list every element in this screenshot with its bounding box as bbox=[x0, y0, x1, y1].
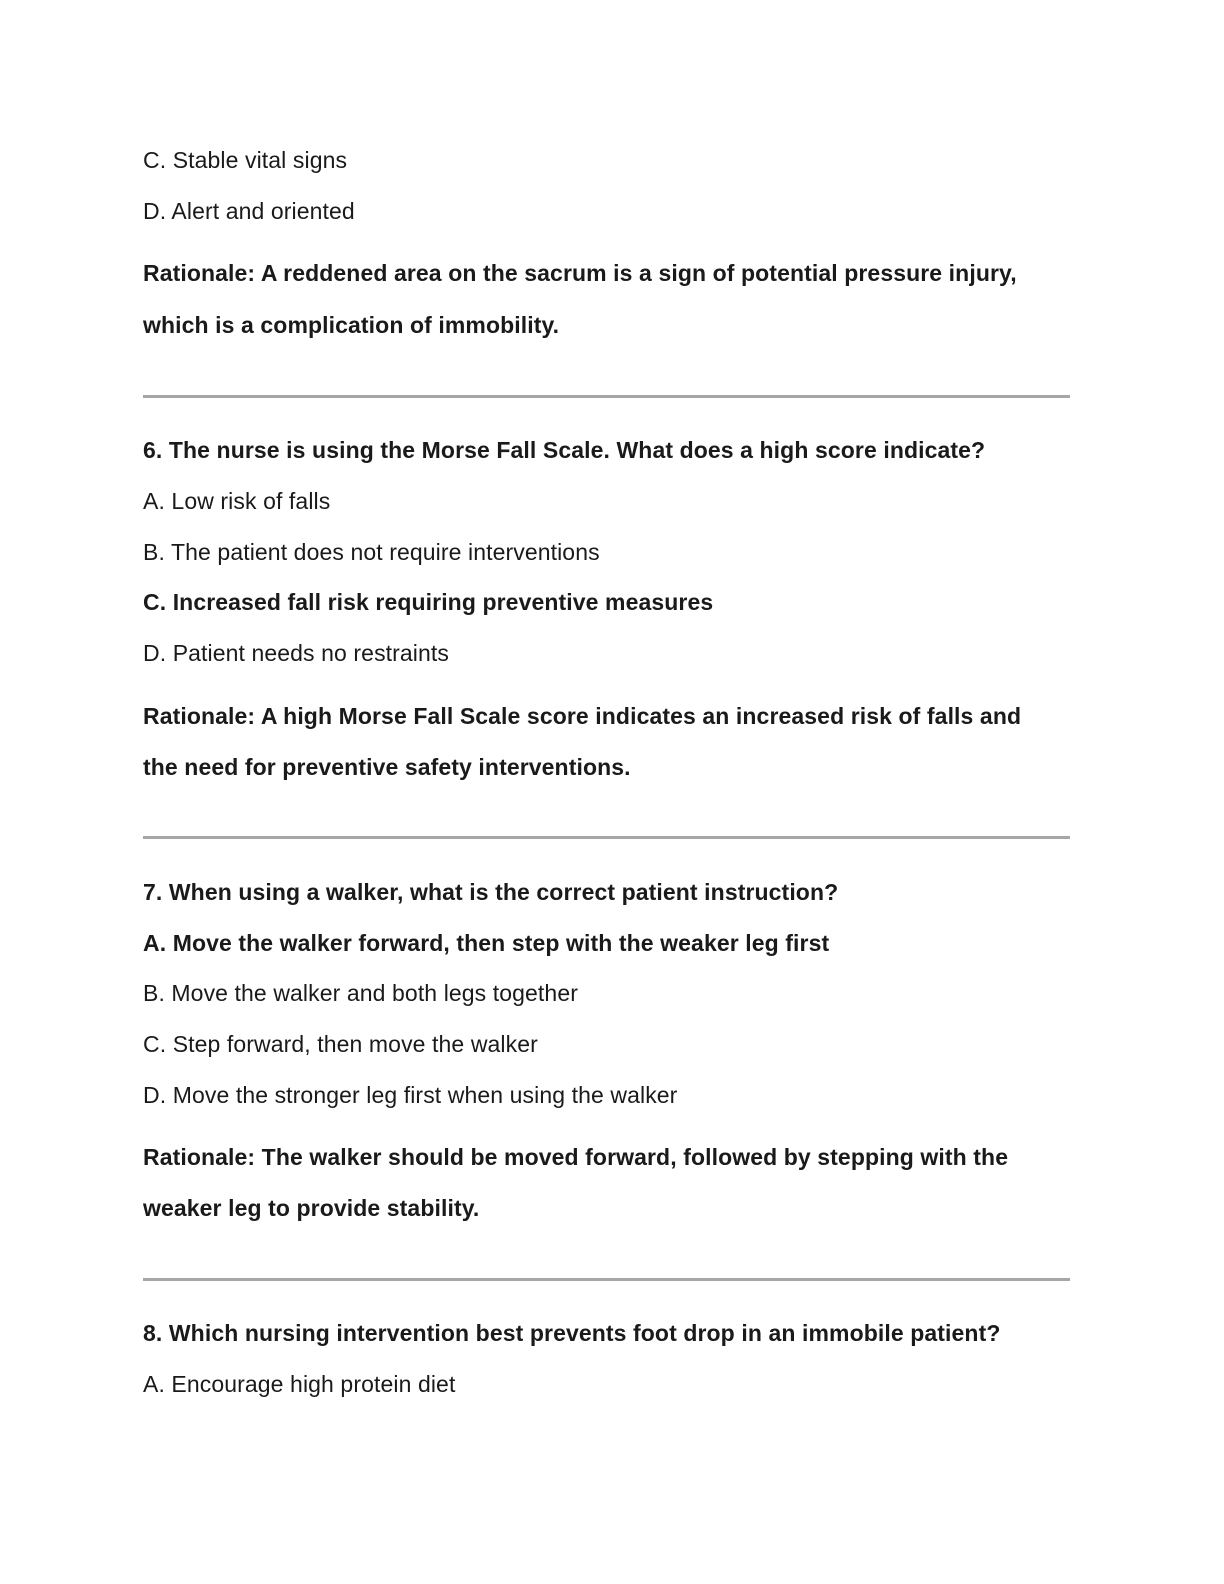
q5-option-d: D. Alert and oriented bbox=[143, 198, 355, 224]
q6-option-d: D. Patient needs no restraints bbox=[143, 640, 449, 666]
q7-option-c: C. Step forward, then move the walker bbox=[143, 1031, 538, 1057]
q7-question: 7. When using a walker, what is the correct patient instruction? bbox=[143, 879, 839, 905]
q7-rationale-line-1: Rationale: The walker should be moved forward, followed by stepping with the bbox=[143, 1144, 1009, 1170]
q5-rationale-line-2: which is a complication of immobility. bbox=[143, 312, 560, 338]
q6-option-b: B. The patient does not require interventions bbox=[143, 539, 600, 565]
q7-option-a-correct: A. Move the walker forward, then step with the weaker leg first bbox=[143, 930, 830, 956]
q7-rationale-line-2: weaker leg to provide stability. bbox=[143, 1195, 480, 1221]
section-divider bbox=[143, 395, 1070, 398]
q5-rationale-line-1: Rationale: A reddened area on the sacrum is a sign of potential pressure injury, bbox=[143, 260, 1017, 286]
q6-rationale-line-1: Rationale: A high Morse Fall Scale score indicates an increased risk of falls and bbox=[143, 703, 1022, 729]
section-divider bbox=[143, 1278, 1070, 1281]
q6-option-c-correct: C. Increased fall risk requiring preventive measures bbox=[143, 589, 714, 615]
q6-option-a: A. Low risk of falls bbox=[143, 488, 331, 514]
q6-rationale-line-2: the need for preventive safety interventions. bbox=[143, 754, 631, 780]
q6-question: 6. The nurse is using the Morse Fall Scale. What does a high score indicate? bbox=[143, 437, 986, 463]
section-divider bbox=[143, 836, 1070, 839]
q7-option-d: D. Move the stronger leg first when using the walker bbox=[143, 1082, 678, 1108]
q7-option-b: B. Move the walker and both legs together bbox=[143, 980, 578, 1006]
q5-option-c: C. Stable vital signs bbox=[143, 147, 348, 173]
q8-option-a: A. Encourage high protein diet bbox=[143, 1371, 456, 1397]
q8-question: 8. Which nursing intervention best prevents foot drop in an immobile patient? bbox=[143, 1320, 1001, 1346]
